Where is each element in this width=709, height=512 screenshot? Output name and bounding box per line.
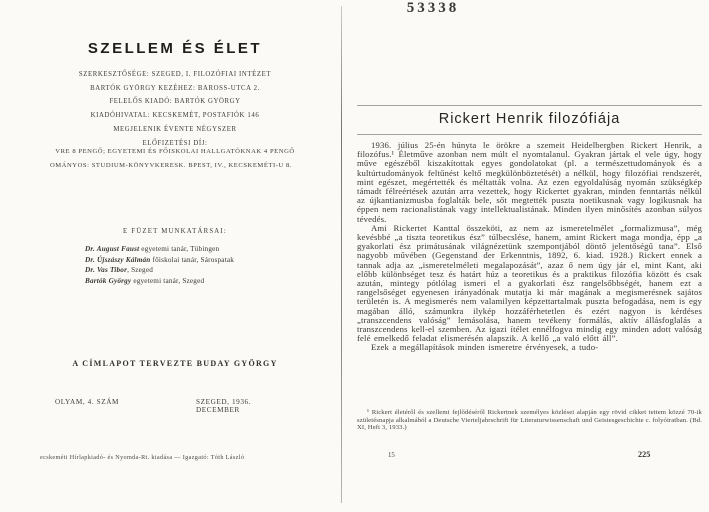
contributor-row <box>85 245 325 253</box>
printer-imprint: ecskeméti Hírlapkiadó- és Nyomda-Rt. kiadása — Igazgató: Tóth László <box>40 454 245 461</box>
page-number-right: 225 <box>638 450 651 459</box>
contributor-row <box>85 277 325 285</box>
contributor-name: Dr. August Faust <box>85 245 140 253</box>
contributor-row <box>85 266 325 274</box>
article-paragraph: 1936. július 25-én húnyta le örökre a szemeit Heidelbergben Rickert Henrik, a filozófus.¹ Életműve azonban nem múlt el nyomtalanul. Gyakran jártak el vele úgy, hogy műve egészéből kiszakítottak egyes gondolatokat (pl. a természettudományok és a kultúrtudományok feltűnést keltő megkülönböztetését) a nélkül, hogy filozófiai rendszerét, mint egészet, megértették és méltatták volna. Az ezen egyoldalúság nyomán szükségkép támadt félreértések azután arra vezettek, hogy Rickertet gyakran, minden fenntartás nélkül az újkantianizmusba foglalták bele, sőt megtették puszta noetikusnak vagy logikusnak ha éppen nem racionalistának vagy intellektualistának. Minden ilyen minősítés azonban súlyos tévedés. <box>357 140 702 224</box>
contributor-detail: egyetemi tanár, Szeged <box>131 276 205 285</box>
contributor-detail: főiskolai tanár, Sárospatak <box>150 255 235 264</box>
page-fold-divider <box>341 6 342 503</box>
contributor-detail: egyetemi tanár, Tübingen <box>139 245 220 253</box>
cover-design-credit: A CÍMLAPOT TERVEZTE BUDAY GYÖRGY <box>72 359 278 368</box>
masthead-line: BARTÓK GYÖRGY KEZÉHEZ: BAROSS-UTCA 2. <box>90 85 260 92</box>
article-title: Rickert Henrik filozófiája <box>438 111 621 127</box>
subscription-line: VRE 8 PENGŐ; EGYETEMI ÉS FŐISKOLAI HALLGATÓKNAK 4 PENGŐ <box>55 148 295 155</box>
masthead-line: FELELŐS KIADÓ: BARTÓK GYÖRGY <box>109 98 241 105</box>
journal-title: SZELLEM ÉS ÉLET <box>87 40 263 57</box>
contributor-name: Bartók György <box>85 276 132 285</box>
contributors-heading: E FÜZET MUNKATÁRSAI: <box>123 228 227 235</box>
article-paragraph: Ami Rickertet Kanttal összeköti, az nem az ismeretelmélet „formalizmusa”, még kevésbbé „a tiszta teoretikus ész” túlbecslése, hanem, amint Rickert maga mondja, épp „a gyakorlati ész primátusának világnézetünk szempontjából döntő jelentőségű tana”. Első nagyobb művében (Gegenstand der Erkenntnis, 1892, 6. kiad. 1928.) Rickert ennek a tannak adja az „ismeretelméleti megalapozását”, azaz ő nem úgy jár el, mint Kant, aki előbb különbséget tesz és határt húz a teoretikus és a praktikus filozófia között és csak azután, mintegy pótlólag ismeri el a gyakorlati ész rangelsőbbségét, hanem ezt a rangelsőséget egyenesen irányadónak mutatja ki már magának a megismerésnek sajátos területén is. A megismerés nem valamilyen képzettartalmak puszta befogadása, nem is egy magában álló, számunkra ilykép hozzáférhetetlen és ezért nagyon is kérdéses „transzcendens valóság” lemásolása, hanem tevékeny formálás, aktív állásfoglalás a transzcendens kell-el szemben. Az igazi ítélet ennélfogva mindig egy minden adott valóság felé emelkedő feladat elismerésén alapszik. A kellő „a való előtt áll”. <box>357 222 702 344</box>
contributor-name: Dr. Vas Tibor <box>85 266 128 274</box>
issue-number: OLYAM, 4. SZÁM <box>55 398 119 406</box>
masthead-line: KIADÓHIVATAL: KECSKEMÉT, POSTAFIÓK 146 <box>90 112 260 119</box>
accession-number-stamp: 53338 <box>406 0 460 16</box>
masthead-line: SZERKESZTŐSÉGE: SZEGED, I. FILOZÓFIAI INTÉZET <box>78 71 272 78</box>
title-rule-top <box>357 105 702 106</box>
article-body <box>357 141 702 353</box>
masthead-line: MEGJELENIK ÉVENTE NÉGYSZER <box>113 126 237 133</box>
contributor-detail: , Szeged <box>127 266 154 274</box>
issue-date: SZEGED, 1936. DECEMBER <box>196 398 252 414</box>
contributor-row <box>85 256 325 264</box>
subscription-heading: ELŐFIZETÉSI DÍJ: <box>142 140 208 147</box>
title-rule-bottom <box>357 134 702 135</box>
article-paragraph: Ezek a megállapítások minden ismeretre érvényesek, a tudo- <box>371 342 599 353</box>
article-footnote: ¹ Rickert életéről és szellemi fejlődéséről Rickertnek személyes közlései alapján egy rövid cikket tettem közzé 70-ik születésnapja alkalmából a Deutsche Vierteljahrschrift für Literaturwissenschaft und Geistesgeschichte c. folyóiratban. (Bd. XI, Heft 3, 1933.) <box>357 409 702 432</box>
contributor-name: Dr. Újszászy Kálmán <box>85 255 151 264</box>
page-number-left: 15 <box>388 452 395 459</box>
subscription-line: OMÁNYOS: STUDIUM-KÖNYVKERESK. BPEST, IV., KECSKEMÉTI-U 8. <box>49 162 293 169</box>
